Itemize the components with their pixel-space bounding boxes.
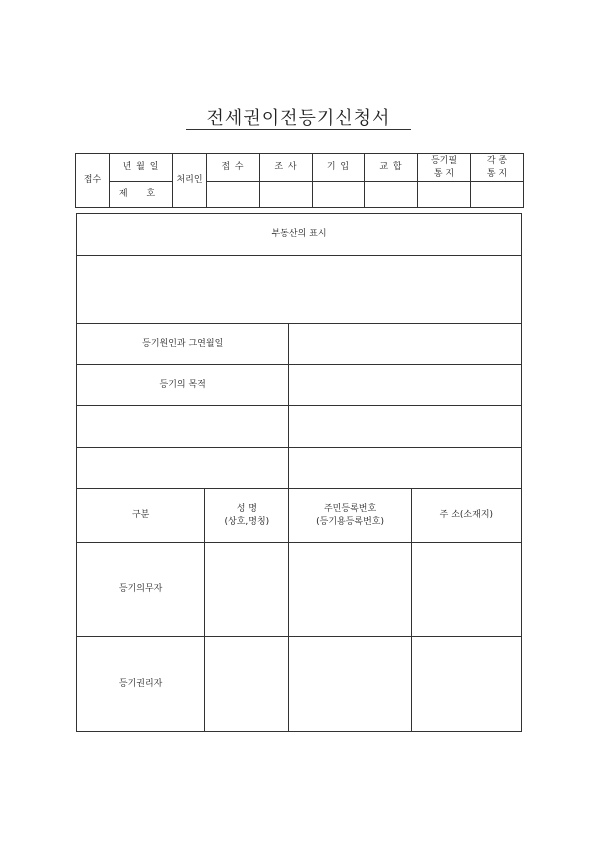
step-intake-field[interactable] bbox=[207, 182, 260, 208]
address-header: 주 소(소재지) bbox=[411, 489, 521, 543]
obligee-label: 등기권리자 bbox=[77, 637, 205, 732]
blank-row-label-2 bbox=[77, 448, 289, 489]
step-verification-field[interactable] bbox=[365, 182, 418, 208]
document-title: 전세권이전등기신청서 bbox=[206, 108, 391, 129]
intake-label: 접수 bbox=[76, 154, 110, 208]
step-verification: 교 합 bbox=[365, 154, 418, 182]
processor-label: 처리인 bbox=[173, 154, 207, 208]
title-underline bbox=[186, 129, 411, 130]
obligor-name-field[interactable] bbox=[205, 543, 289, 637]
receipt-table bbox=[75, 153, 524, 208]
step-entry-field[interactable] bbox=[313, 182, 365, 208]
cause-date-label: 등기원인과 그연월일 bbox=[77, 324, 289, 365]
step-various-notice-field[interactable] bbox=[471, 182, 524, 208]
obligee-name-field[interactable] bbox=[205, 637, 289, 732]
step-entry: 기 입 bbox=[313, 154, 365, 182]
purpose-field[interactable] bbox=[289, 365, 522, 406]
date-label: 년 월 일 bbox=[110, 154, 173, 182]
application-form-table bbox=[76, 213, 522, 732]
blank-row-field-1[interactable] bbox=[289, 406, 522, 448]
step-investigation: 조 사 bbox=[260, 154, 313, 182]
cause-date-field[interactable] bbox=[289, 324, 522, 365]
purpose-label: 등기의 목적 bbox=[77, 365, 289, 406]
blank-row-field-2[interactable] bbox=[289, 448, 522, 489]
obligor-label: 등기의무자 bbox=[77, 543, 205, 637]
step-intake: 접 수 bbox=[207, 154, 260, 182]
obligor-address-field[interactable] bbox=[411, 543, 521, 637]
name-header: 성 명 (상호,명칭) bbox=[205, 489, 289, 543]
step-investigation-field[interactable] bbox=[260, 182, 313, 208]
category-header: 구분 bbox=[77, 489, 205, 543]
obligee-address-field[interactable] bbox=[411, 637, 521, 732]
id-number-header: 주민등록번호 (등기용등록번호) bbox=[289, 489, 411, 543]
step-registration-notice: 등기필 통 지 bbox=[418, 154, 471, 182]
property-header: 부동산의 표시 bbox=[77, 214, 522, 256]
obligor-id-field[interactable] bbox=[289, 543, 411, 637]
property-field[interactable] bbox=[77, 256, 522, 324]
obligee-id-field[interactable] bbox=[289, 637, 411, 732]
step-registration-notice-field[interactable] bbox=[418, 182, 471, 208]
blank-row-label-1 bbox=[77, 406, 289, 448]
number-label: 제 호 bbox=[110, 182, 173, 208]
step-various-notice: 각 종 통 지 bbox=[471, 154, 524, 182]
